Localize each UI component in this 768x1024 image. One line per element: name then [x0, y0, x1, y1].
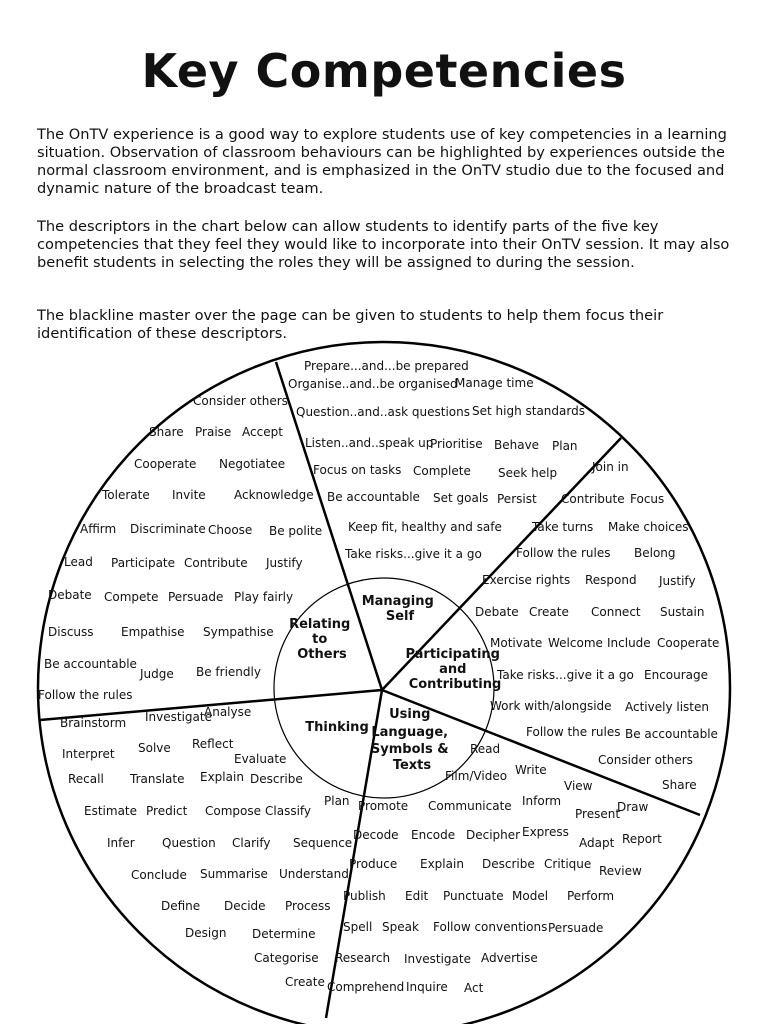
descriptor-word: Express	[522, 825, 569, 839]
descriptor-word: Determine	[252, 927, 316, 941]
descriptor-word: Praise	[195, 425, 232, 439]
descriptor-word: Manage time	[455, 376, 534, 390]
descriptor-word: Affirm	[80, 522, 117, 536]
descriptor-word: Respond	[585, 573, 637, 587]
descriptor-word: Promote	[358, 799, 409, 813]
descriptor-word: Design	[185, 926, 227, 940]
descriptor-word: Take risks...give it a go	[345, 547, 482, 561]
descriptors-paragraph: The descriptors in the chart below can allow students to identify parts of the five key competencies that they feel they would like to incorporate into their OnTV session. It may also benefit students in selecting the roles they will be assigned to during the session.	[37, 218, 730, 271]
descriptor-word: Brainstorm	[60, 716, 127, 730]
descriptor-word: Compete	[104, 590, 159, 604]
descriptor-word: Contribute	[561, 492, 625, 506]
descriptor-word: Question	[162, 836, 216, 850]
descriptor-word: Evaluate	[234, 752, 287, 766]
descriptor-word: Follow the rules	[516, 546, 611, 560]
descriptor-word: Follow the rules	[38, 688, 133, 702]
descriptor-word: Follow the rules	[526, 725, 621, 739]
descriptor-word: Speak	[382, 920, 419, 934]
descriptor-word: Connect	[591, 605, 641, 619]
blackline-paragraph: The blackline master over the page can be given to students to help them focus their identification of these descriptors.	[37, 307, 664, 342]
descriptor-word: Cooperate	[134, 457, 197, 471]
descriptor-word: Set high standards	[472, 404, 585, 418]
descriptor-word: Summarise	[200, 867, 268, 881]
descriptor-word: Consider others	[598, 753, 693, 767]
descriptor-word: Create	[529, 605, 569, 619]
descriptor-word: Inform	[522, 794, 562, 808]
descriptor-word: Advertise	[481, 951, 538, 965]
descriptor-word: Recall	[68, 772, 104, 786]
descriptor-word: Be accountable	[327, 490, 420, 504]
descriptor-word: Adapt	[579, 836, 615, 850]
descriptor-word: Debate	[475, 605, 519, 619]
descriptor-word: Inquire	[406, 980, 448, 994]
descriptor-word: Sympathise	[203, 625, 274, 639]
descriptor-word: Translate	[130, 772, 185, 786]
descriptor-word: Be accountable	[44, 657, 137, 671]
descriptor-word: Welcome	[548, 636, 603, 650]
descriptor-word: Set goals	[433, 491, 489, 505]
descriptor-word: Interpret	[62, 747, 115, 761]
descriptor-word: Lead	[64, 555, 93, 569]
descriptor-word: Plan	[324, 794, 350, 808]
descriptor-word: Choose	[208, 523, 253, 537]
descriptor-word: Cooperate	[657, 636, 720, 650]
descriptor-word: Be accountable	[625, 727, 718, 741]
descriptor-word: Sustain	[660, 605, 705, 619]
descriptor-word: Review	[599, 864, 642, 878]
descriptor-word: Encourage	[644, 668, 709, 682]
descriptor-word: Invite	[172, 488, 206, 502]
descriptor-word: Complete	[413, 464, 471, 478]
descriptor-word: Produce	[349, 857, 398, 871]
descriptor-word: Justify	[266, 556, 303, 570]
descriptor-word: Act	[464, 981, 484, 995]
descriptor-word: Actively listen	[625, 700, 709, 714]
descriptor-word: Acknowledge	[234, 488, 314, 502]
descriptor-word: Share	[662, 778, 697, 792]
descriptor-word: Read	[470, 742, 501, 756]
descriptor-word: Punctuate	[443, 889, 504, 903]
descriptor-word: Decide	[224, 899, 266, 913]
descriptor-word: Follow conventions	[433, 920, 548, 934]
descriptor-word: Focus on tasks	[313, 463, 402, 477]
descriptor-word: Listen..and..speak up	[305, 436, 434, 450]
descriptor-word: Communicate	[428, 799, 512, 813]
descriptor-word: Encode	[411, 828, 456, 842]
descriptor-word: Understand	[279, 867, 349, 881]
descriptor-word: Critique	[544, 857, 592, 871]
descriptor-word: Report	[622, 832, 662, 846]
descriptor-word: Accept	[242, 425, 283, 439]
descriptor-word: Be polite	[269, 524, 323, 538]
descriptor-word: Share	[149, 425, 184, 439]
descriptor-word: View	[564, 779, 593, 793]
category-relating-to-others: Relating to Others	[289, 617, 351, 662]
descriptor-word: Investigate	[404, 952, 471, 966]
descriptor-word: Persist	[497, 492, 537, 506]
descriptor-word: Persuade	[548, 921, 604, 935]
descriptor-word: Draw	[617, 800, 649, 814]
descriptor-word: Take turns	[532, 520, 594, 534]
descriptor-word: Analyse	[204, 705, 252, 719]
descriptor-word: Focus	[630, 492, 665, 506]
descriptor-word: Present	[575, 807, 621, 821]
descriptor-word: Be friendly	[196, 665, 261, 679]
descriptor-word: Behave	[494, 438, 540, 452]
descriptor-word: Model	[512, 889, 549, 903]
descriptor-word: Write	[515, 763, 547, 777]
descriptor-word: Sequence	[293, 836, 353, 850]
category-managing-self: Managing Self	[361, 594, 434, 624]
descriptor-word: Question..and..ask questions	[296, 405, 470, 419]
descriptor-word: Explain	[420, 857, 464, 871]
descriptor-word: Belong	[634, 546, 676, 560]
descriptor-word: Tolerate	[102, 488, 150, 502]
descriptor-word: Predict	[146, 804, 188, 818]
descriptor-word: Classify	[265, 804, 312, 818]
descriptor-word: Play fairly	[234, 590, 294, 604]
descriptor-word: Spell	[343, 920, 373, 934]
descriptor-word: Categorise	[254, 951, 319, 965]
descriptor-word: Plan	[552, 439, 578, 453]
descriptor-word: Contribute	[184, 556, 248, 570]
category-thinking: Thinking	[305, 720, 369, 735]
descriptor-word: Describe	[250, 772, 303, 786]
descriptor-word: Join in	[592, 460, 629, 474]
descriptor-word: Compose	[205, 804, 262, 818]
category-using-language: Using Language, Symbols & Texts	[370, 707, 449, 773]
descriptor-word: Discuss	[48, 625, 94, 639]
page-title: Key Competencies	[141, 44, 627, 98]
descriptor-word: Prepare...and...be prepared	[304, 359, 469, 373]
descriptor-word: Keep fit, healthy and safe	[348, 520, 502, 534]
descriptor-word: Discriminate	[130, 522, 206, 536]
descriptor-word: Seek help	[498, 466, 558, 480]
descriptor-word: Debate	[48, 588, 92, 602]
descriptor-word: Clarify	[232, 836, 271, 850]
descriptor-word: Judge	[140, 667, 174, 681]
descriptor-word: Make choices	[608, 520, 689, 534]
intro-paragraph: The OnTV experience is a good way to explore students use of key competencies in a learning situation. Observation of classroom behaviours can be highlighted by experiences outside the normal classroom environment, and is emphasized in the OnTV studio due to the focused and dynamic nature of the broadcast team.	[37, 126, 727, 197]
descriptor-word: Organise..and..be organised	[288, 377, 458, 391]
descriptor-word: Motivate	[490, 636, 543, 650]
descriptor-word: Publish	[343, 889, 386, 903]
descriptor-word: Include	[607, 636, 651, 650]
descriptor-word: Justify	[659, 574, 696, 588]
descriptor-word: Decode	[353, 828, 399, 842]
descriptor-word: Process	[285, 899, 331, 913]
descriptor-word: Perform	[567, 889, 615, 903]
descriptor-word: Participate	[111, 556, 176, 570]
descriptor-word: Take risks...give it a go	[497, 668, 634, 682]
descriptor-word: Edit	[405, 889, 429, 903]
descriptor-word: Investigate	[145, 710, 212, 724]
descriptor-word: Comprehend	[327, 980, 405, 994]
descriptor-word: Research	[335, 951, 391, 965]
descriptor-word: Create	[285, 975, 325, 989]
descriptor-word: Conclude	[131, 868, 187, 882]
descriptor-word: Empathise	[121, 625, 185, 639]
descriptor-word: Describe	[482, 857, 535, 871]
descriptor-word: Consider others	[193, 394, 288, 408]
category-participating-and-contributing: Participating and Contributing	[405, 647, 502, 692]
descriptor-word: Define	[161, 899, 201, 913]
descriptor-word: Work with/alongside	[490, 699, 612, 713]
descriptor-word: Estimate	[84, 804, 138, 818]
descriptor-word: Decipher	[466, 828, 521, 842]
descriptor-word: Reflect	[192, 737, 234, 751]
descriptor-word: Negotiatee	[219, 457, 286, 471]
descriptor-word: Persuade	[168, 590, 224, 604]
descriptor-word: Solve	[138, 741, 171, 755]
descriptor-word: Prioritise	[430, 437, 483, 451]
descriptor-word: Film/Video	[445, 769, 508, 783]
descriptor-word: Exercise rights	[482, 573, 571, 587]
descriptor-word: Explain	[200, 770, 244, 784]
descriptor-word: Infer	[107, 836, 135, 850]
